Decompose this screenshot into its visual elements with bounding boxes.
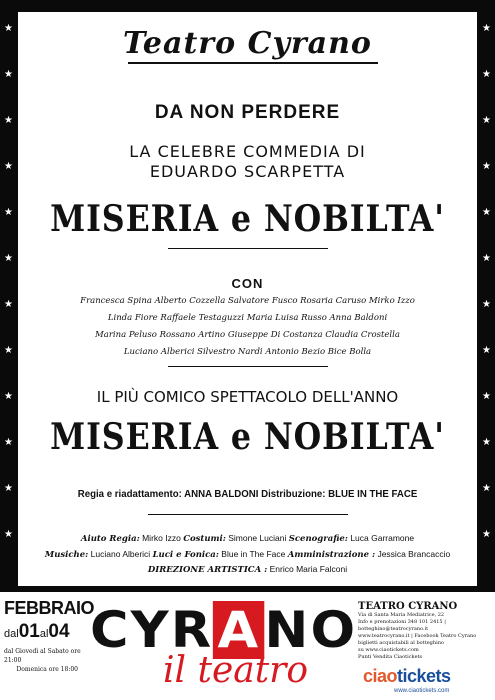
showtime-weekdays: dal Giovedì al Sabato ore 21:00 xyxy=(4,648,81,664)
end-day: 04 xyxy=(48,621,70,642)
showtimes xyxy=(4,647,84,674)
credit-label: Amministrazione : xyxy=(287,550,376,560)
credit-value: Jessica Brancaccio xyxy=(375,549,451,559)
divider xyxy=(168,248,328,249)
show-title-repeat: MISERIA e NOBILTA' xyxy=(50,416,445,458)
star-icon: ★ xyxy=(4,115,13,126)
month: FEBBRAIO xyxy=(4,598,94,618)
star-icon: ★ xyxy=(4,437,13,448)
star-icon: ★ xyxy=(4,69,13,80)
star-icon: ★ xyxy=(482,391,491,402)
venue-web: www.teatrocyrano.it | Facebook Teatro Cyrano xyxy=(358,633,477,639)
star-icon: ★ xyxy=(482,345,491,356)
show-title: MISERIA e NOBILTA' xyxy=(50,198,445,240)
star-icon: ★ xyxy=(482,299,491,310)
ciaotickets-logo[interactable] xyxy=(363,666,451,687)
ciaotickets-url[interactable]: www.ciaotickets.com xyxy=(394,688,450,694)
star-icon: ★ xyxy=(4,483,13,494)
star-icon: ★ xyxy=(482,23,491,34)
star-icon: ★ xyxy=(4,207,13,218)
intro-line-2: EDUARDO SCARPETTA xyxy=(149,162,346,181)
credits-row xyxy=(18,564,477,575)
showtime-sunday: Domenica ore 18:00 xyxy=(16,666,78,673)
cast-row: Linda Fiore Raffaele Testaguzzi Maria Luisa Russo Anna Baldoni xyxy=(107,313,388,323)
brand-part: ciao xyxy=(363,666,398,686)
star-icon: ★ xyxy=(482,253,491,264)
star-icon: ★ xyxy=(482,115,491,126)
credit-label: Luci e Fonica: xyxy=(152,550,219,560)
credit-label: Scenografie: xyxy=(288,534,348,544)
cast-row: Luciano Alberici Silvestro Nardi Antonio Bezio Bice Bolla xyxy=(123,347,372,357)
cast-label: CON xyxy=(231,276,264,291)
venue-address: Via di Santa Maria Mediatrice, 22 xyxy=(358,612,445,618)
direction-line: Regia e riadattamento: ANNA BALDONI Distribuzione: BLUE IN THE FACE xyxy=(77,488,418,500)
promo-line: IL PIÙ COMICO SPETTACOLO DELL'ANNO xyxy=(96,388,399,406)
star-icon: ★ xyxy=(482,529,491,540)
date-range xyxy=(4,621,84,643)
poster-body xyxy=(18,12,477,586)
logo-part: NO xyxy=(264,601,358,659)
venue-tickets: biglietti acquistabili al botteghino xyxy=(358,640,444,646)
venue-info xyxy=(358,601,495,661)
theater-title: Teatro Cyrano xyxy=(123,26,372,61)
intro-line-1: LA CELEBRE COMMEDIA DI xyxy=(129,142,366,161)
star-icon: ★ xyxy=(4,161,13,172)
credit-label: DIREZIONE ARTISTICA : xyxy=(147,565,268,575)
cast-row: Marina Peluso Rossano Artino Giuseppe Di Costanza Claudia Crostella xyxy=(95,330,400,340)
star-icon: ★ xyxy=(4,529,13,540)
from-label: dal xyxy=(4,628,19,640)
star-icon: ★ xyxy=(482,483,491,494)
credit-value: Mirko Izzo xyxy=(139,533,184,543)
venue-online: su www.ciaotickets.com xyxy=(358,647,419,653)
star-icon: ★ xyxy=(482,69,491,80)
star-icon: ★ xyxy=(4,253,13,264)
logo-part: CYR xyxy=(90,601,214,659)
divider xyxy=(148,514,348,515)
venue-name: TEATRO CYRANO xyxy=(358,601,458,612)
credit-label: Costumi: xyxy=(183,534,226,544)
dates-block xyxy=(4,598,94,674)
title-underline xyxy=(128,62,378,64)
star-icon: ★ xyxy=(4,23,13,34)
credits-row xyxy=(18,549,477,560)
credit-value: Luca Garramone xyxy=(347,533,415,543)
star-icon: ★ xyxy=(4,391,13,402)
star-icon: ★ xyxy=(482,161,491,172)
star-icon: ★ xyxy=(4,299,13,310)
divider xyxy=(168,366,328,367)
brand-part: tickets xyxy=(397,666,451,686)
venue-points: Punti Vendita Ciaotickets xyxy=(358,654,423,660)
tagline: DA NON PERDERE xyxy=(154,102,341,123)
right-stars xyxy=(482,24,491,540)
cast-row: Francesca Spina Alberto Cozzella Salvatore Fusco Rosaria Caruso Mirko Izzo xyxy=(80,296,415,306)
star-icon: ★ xyxy=(482,207,491,218)
credit-value: Simone Luciani xyxy=(225,533,289,543)
venue-contact: Info e prenotazioni 348 101 2415 | botteghino@teatrocyrano.it xyxy=(358,619,446,632)
to-label: al xyxy=(39,628,49,640)
credit-value: Blue in The Face xyxy=(218,549,288,559)
logo-letter-a: A xyxy=(213,601,264,659)
credit-label: Musiche: xyxy=(44,550,89,560)
left-stars xyxy=(4,24,13,540)
star-icon: ★ xyxy=(482,437,491,448)
star-icon: ★ xyxy=(4,345,13,356)
credits-row xyxy=(18,533,477,544)
credit-label: Aiuto Regia: xyxy=(80,534,140,544)
logo-subtitle: il teatro xyxy=(163,650,309,691)
credit-value: Luciano Alberici xyxy=(88,549,153,559)
start-day: 01 xyxy=(18,621,40,642)
credit-value: Enrico Maria Falconi xyxy=(267,564,348,574)
